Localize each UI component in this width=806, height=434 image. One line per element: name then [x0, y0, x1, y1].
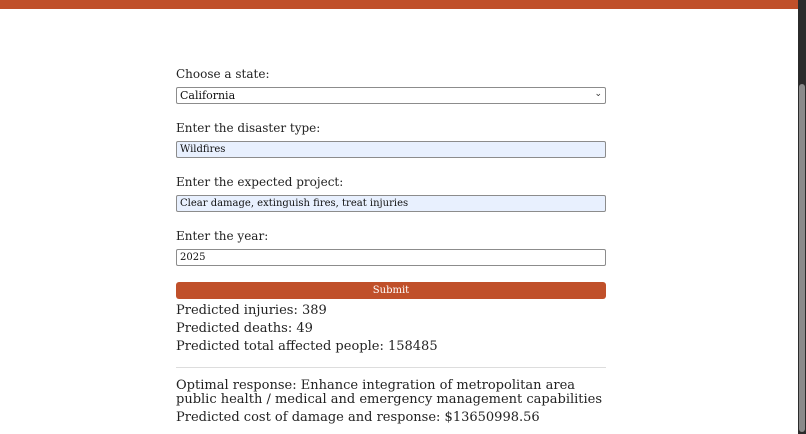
state-group — [176, 66, 606, 120]
state-select-value: California — [180, 89, 236, 102]
project-label: Enter the expected project: — [176, 175, 344, 189]
disaster-input[interactable]: Wildfires — [176, 141, 606, 158]
predicted-cost: Predicted cost of damage and response: $13650998.56 — [176, 410, 540, 425]
top-banner — [0, 0, 798, 9]
project-input[interactable]: Clear damage, extinguish fires, treat injuries — [176, 195, 606, 212]
submit-button[interactable]: Submit — [176, 282, 606, 299]
predicted-deaths: Predicted deaths: 49 — [176, 321, 313, 336]
predicted-affected: Predicted total affected people: 158485 — [176, 339, 438, 354]
chevron-down-icon: ⌄ — [594, 89, 602, 99]
year-input[interactable]: 2025 — [176, 249, 606, 266]
disaster-group — [176, 120, 606, 174]
year-label: Enter the year: — [176, 229, 269, 243]
results-panel — [176, 302, 606, 427]
state-label: Choose a state: — [176, 67, 270, 81]
scrollbar-thumb[interactable] — [799, 84, 805, 432]
project-group — [176, 174, 606, 228]
year-group — [176, 228, 606, 282]
results-divider — [176, 367, 606, 368]
prediction-form — [176, 66, 606, 427]
optimal-response: Optimal response: Enhance integration of metropolitan area public health / medical and emergency management capabilities — [176, 378, 603, 407]
vertical-scrollbar[interactable] — [798, 0, 806, 434]
state-select[interactable] — [176, 87, 606, 104]
predicted-injuries: Predicted injuries: 389 — [176, 303, 327, 318]
disaster-label: Enter the disaster type: — [176, 121, 321, 135]
